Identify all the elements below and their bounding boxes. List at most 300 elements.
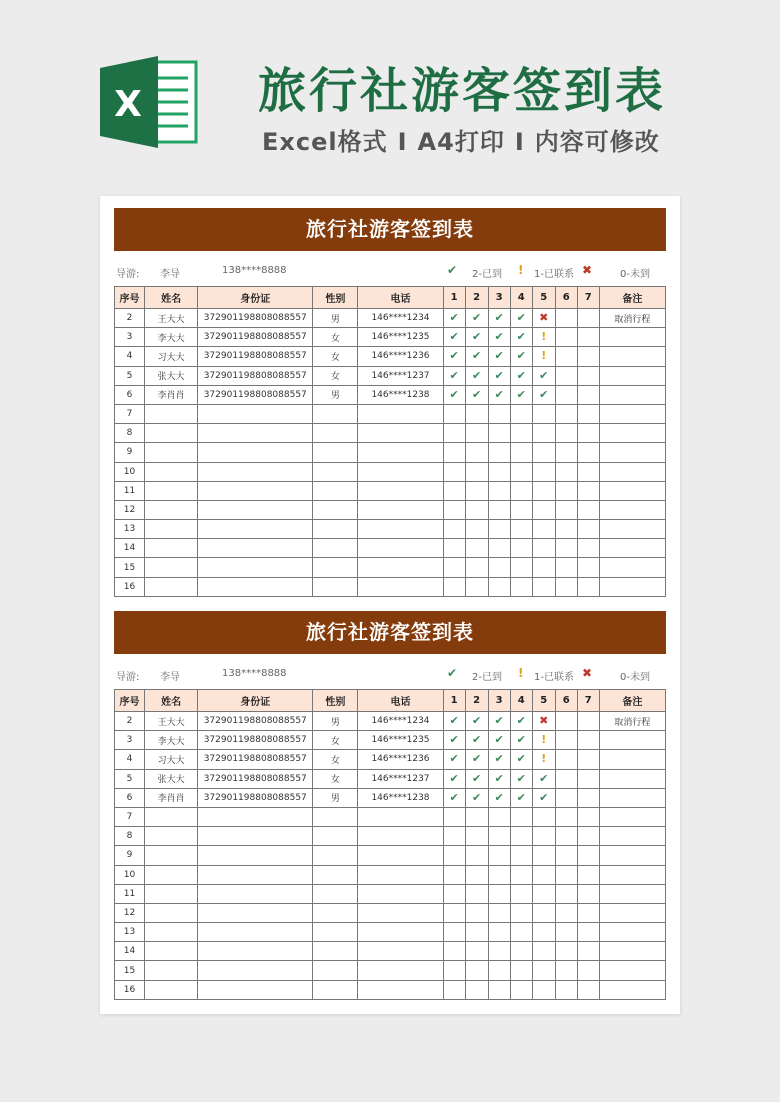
id-card-cell[interactable] <box>198 443 313 462</box>
note-cell[interactable] <box>599 577 665 596</box>
day-mark-cell[interactable] <box>532 846 555 865</box>
day-mark-cell[interactable] <box>488 347 510 366</box>
day-mark-cell[interactable] <box>488 462 510 481</box>
note-cell[interactable] <box>599 769 665 788</box>
day-mark-cell[interactable] <box>488 980 510 999</box>
guide-name[interactable]: 李导 <box>160 672 180 683</box>
day-mark-cell[interactable] <box>443 424 465 443</box>
day-mark-cell[interactable] <box>577 846 599 865</box>
day-mark-cell[interactable] <box>555 827 577 846</box>
day-mark-cell[interactable] <box>443 903 465 922</box>
day-mark-cell[interactable] <box>532 807 555 826</box>
id-card-cell[interactable] <box>198 827 313 846</box>
phone-cell[interactable] <box>358 539 443 558</box>
phone-cell[interactable]: 146****1236 <box>358 750 443 769</box>
day-mark-cell[interactable] <box>577 788 599 807</box>
row-number[interactable]: 4 <box>115 750 145 769</box>
id-card-cell[interactable]: 372901198808088557 <box>198 328 313 347</box>
note-cell[interactable] <box>599 865 665 884</box>
row-number[interactable]: 4 <box>115 347 145 366</box>
day-mark-cell[interactable] <box>577 884 599 903</box>
phone-cell[interactable] <box>358 577 443 596</box>
note-cell[interactable] <box>599 366 665 385</box>
name-cell[interactable]: 习大大 <box>145 347 198 366</box>
note-cell[interactable] <box>599 481 665 500</box>
id-card-cell[interactable] <box>198 807 313 826</box>
day-mark-cell[interactable] <box>555 903 577 922</box>
day-mark-cell[interactable] <box>443 462 465 481</box>
row-number[interactable]: 6 <box>115 788 145 807</box>
day-mark-cell[interactable] <box>465 520 488 539</box>
name-cell[interactable] <box>145 980 198 999</box>
day-mark-cell[interactable] <box>443 500 465 519</box>
gender-cell[interactable]: 男 <box>313 309 358 328</box>
day-mark-cell[interactable] <box>577 328 599 347</box>
day-mark-cell[interactable] <box>532 884 555 903</box>
day-mark-cell[interactable] <box>555 539 577 558</box>
id-card-cell[interactable] <box>198 500 313 519</box>
phone-cell[interactable]: 146****1234 <box>358 712 443 731</box>
day-mark-cell[interactable] <box>510 769 532 788</box>
id-card-cell[interactable] <box>198 980 313 999</box>
day-mark-cell[interactable] <box>510 347 532 366</box>
day-mark-cell[interactable] <box>577 481 599 500</box>
day-mark-cell[interactable] <box>488 404 510 423</box>
day-mark-cell[interactable] <box>443 577 465 596</box>
day-mark-cell[interactable] <box>532 328 555 347</box>
day-mark-cell[interactable] <box>555 385 577 404</box>
day-mark-cell[interactable] <box>555 884 577 903</box>
id-card-cell[interactable]: 372901198808088557 <box>198 366 313 385</box>
day-mark-cell[interactable] <box>510 558 532 577</box>
day-mark-cell[interactable] <box>532 750 555 769</box>
day-mark-cell[interactable] <box>577 347 599 366</box>
day-mark-cell[interactable] <box>510 520 532 539</box>
phone-cell[interactable] <box>358 865 443 884</box>
id-card-cell[interactable]: 372901198808088557 <box>198 731 313 750</box>
day-mark-cell[interactable] <box>532 731 555 750</box>
day-mark-cell[interactable] <box>488 424 510 443</box>
name-cell[interactable] <box>145 903 198 922</box>
gender-cell[interactable] <box>313 846 358 865</box>
day-mark-cell[interactable] <box>443 404 465 423</box>
row-number[interactable]: 3 <box>115 731 145 750</box>
day-mark-cell[interactable] <box>488 385 510 404</box>
phone-cell[interactable] <box>358 923 443 942</box>
day-mark-cell[interactable] <box>443 309 465 328</box>
row-number[interactable]: 13 <box>115 923 145 942</box>
day-mark-cell[interactable] <box>555 558 577 577</box>
day-mark-cell[interactable] <box>443 865 465 884</box>
day-mark-cell[interactable] <box>577 520 599 539</box>
day-mark-cell[interactable] <box>510 500 532 519</box>
day-mark-cell[interactable] <box>488 577 510 596</box>
note-cell[interactable] <box>599 558 665 577</box>
id-card-cell[interactable] <box>198 923 313 942</box>
day-mark-cell[interactable] <box>465 884 488 903</box>
day-mark-cell[interactable] <box>510 328 532 347</box>
day-mark-cell[interactable] <box>443 558 465 577</box>
gender-cell[interactable] <box>313 827 358 846</box>
row-number[interactable]: 7 <box>115 404 145 423</box>
day-mark-cell[interactable] <box>532 827 555 846</box>
name-cell[interactable]: 王大大 <box>145 309 198 328</box>
phone-cell[interactable]: 146****1238 <box>358 385 443 404</box>
gender-cell[interactable]: 男 <box>313 788 358 807</box>
name-cell[interactable] <box>145 577 198 596</box>
gender-cell[interactable] <box>313 424 358 443</box>
phone-cell[interactable] <box>358 481 443 500</box>
gender-cell[interactable] <box>313 807 358 826</box>
phone-cell[interactable]: 146****1235 <box>358 731 443 750</box>
id-card-cell[interactable] <box>198 942 313 961</box>
name-cell[interactable] <box>145 500 198 519</box>
note-cell[interactable] <box>599 539 665 558</box>
day-mark-cell[interactable] <box>532 865 555 884</box>
id-card-cell[interactable]: 372901198808088557 <box>198 788 313 807</box>
phone-cell[interactable]: 146****1237 <box>358 366 443 385</box>
day-mark-cell[interactable] <box>577 404 599 423</box>
day-mark-cell[interactable] <box>532 309 555 328</box>
gender-cell[interactable]: 女 <box>313 769 358 788</box>
day-mark-cell[interactable] <box>510 961 532 980</box>
row-number[interactable]: 6 <box>115 385 145 404</box>
day-mark-cell[interactable] <box>510 462 532 481</box>
id-card-cell[interactable] <box>198 558 313 577</box>
day-mark-cell[interactable] <box>510 750 532 769</box>
day-mark-cell[interactable] <box>488 539 510 558</box>
day-mark-cell[interactable] <box>532 443 555 462</box>
day-mark-cell[interactable] <box>555 942 577 961</box>
day-mark-cell[interactable] <box>555 731 577 750</box>
id-card-cell[interactable] <box>198 520 313 539</box>
gender-cell[interactable] <box>313 539 358 558</box>
day-mark-cell[interactable] <box>510 942 532 961</box>
day-mark-cell[interactable] <box>510 980 532 999</box>
day-mark-cell[interactable] <box>465 347 488 366</box>
day-mark-cell[interactable] <box>465 424 488 443</box>
gender-cell[interactable]: 女 <box>313 731 358 750</box>
day-mark-cell[interactable] <box>577 769 599 788</box>
day-mark-cell[interactable] <box>510 404 532 423</box>
day-mark-cell[interactable] <box>577 750 599 769</box>
day-mark-cell[interactable] <box>532 769 555 788</box>
gender-cell[interactable]: 女 <box>313 328 358 347</box>
phone-cell[interactable] <box>358 846 443 865</box>
day-mark-cell[interactable] <box>443 347 465 366</box>
note-cell[interactable] <box>599 807 665 826</box>
day-mark-cell[interactable] <box>465 309 488 328</box>
day-mark-cell[interactable] <box>465 712 488 731</box>
day-mark-cell[interactable] <box>555 347 577 366</box>
phone-cell[interactable] <box>358 443 443 462</box>
day-mark-cell[interactable] <box>555 712 577 731</box>
phone-cell[interactable] <box>358 884 443 903</box>
day-mark-cell[interactable] <box>510 807 532 826</box>
gender-cell[interactable] <box>313 443 358 462</box>
day-mark-cell[interactable] <box>510 865 532 884</box>
phone-cell[interactable]: 146****1236 <box>358 347 443 366</box>
day-mark-cell[interactable] <box>443 769 465 788</box>
gender-cell[interactable] <box>313 558 358 577</box>
day-mark-cell[interactable] <box>532 539 555 558</box>
row-number[interactable]: 8 <box>115 827 145 846</box>
day-mark-cell[interactable] <box>577 712 599 731</box>
day-mark-cell[interactable] <box>555 923 577 942</box>
note-cell[interactable] <box>599 903 665 922</box>
day-mark-cell[interactable] <box>510 731 532 750</box>
day-mark-cell[interactable] <box>488 903 510 922</box>
day-mark-cell[interactable] <box>510 309 532 328</box>
day-mark-cell[interactable] <box>555 769 577 788</box>
note-cell[interactable] <box>599 347 665 366</box>
day-mark-cell[interactable] <box>465 366 488 385</box>
gender-cell[interactable] <box>313 923 358 942</box>
id-card-cell[interactable]: 372901198808088557 <box>198 347 313 366</box>
id-card-cell[interactable] <box>198 539 313 558</box>
day-mark-cell[interactable] <box>465 558 488 577</box>
day-mark-cell[interactable] <box>555 424 577 443</box>
note-cell[interactable] <box>599 961 665 980</box>
day-mark-cell[interactable] <box>532 980 555 999</box>
gender-cell[interactable] <box>313 884 358 903</box>
day-mark-cell[interactable] <box>488 500 510 519</box>
day-mark-cell[interactable] <box>555 961 577 980</box>
phone-cell[interactable] <box>358 961 443 980</box>
note-cell[interactable] <box>599 827 665 846</box>
day-mark-cell[interactable] <box>577 807 599 826</box>
row-number[interactable]: 14 <box>115 942 145 961</box>
day-mark-cell[interactable] <box>555 500 577 519</box>
row-number[interactable]: 12 <box>115 903 145 922</box>
id-card-cell[interactable] <box>198 865 313 884</box>
note-cell[interactable] <box>599 942 665 961</box>
name-cell[interactable]: 李肖肖 <box>145 788 198 807</box>
day-mark-cell[interactable] <box>465 923 488 942</box>
name-cell[interactable] <box>145 942 198 961</box>
name-cell[interactable] <box>145 539 198 558</box>
name-cell[interactable] <box>145 961 198 980</box>
day-mark-cell[interactable] <box>510 443 532 462</box>
guide-name[interactable]: 李导 <box>160 269 180 280</box>
id-card-cell[interactable] <box>198 424 313 443</box>
row-number[interactable]: 9 <box>115 443 145 462</box>
day-mark-cell[interactable] <box>532 500 555 519</box>
note-cell[interactable] <box>599 731 665 750</box>
day-mark-cell[interactable] <box>510 884 532 903</box>
gender-cell[interactable]: 女 <box>313 347 358 366</box>
day-mark-cell[interactable] <box>510 539 532 558</box>
day-mark-cell[interactable] <box>555 404 577 423</box>
day-mark-cell[interactable] <box>443 520 465 539</box>
gender-cell[interactable]: 女 <box>313 366 358 385</box>
day-mark-cell[interactable] <box>443 807 465 826</box>
gender-cell[interactable] <box>313 980 358 999</box>
day-mark-cell[interactable] <box>488 923 510 942</box>
day-mark-cell[interactable] <box>577 942 599 961</box>
row-number[interactable]: 14 <box>115 539 145 558</box>
day-mark-cell[interactable] <box>488 788 510 807</box>
day-mark-cell[interactable] <box>510 827 532 846</box>
day-mark-cell[interactable] <box>488 731 510 750</box>
name-cell[interactable] <box>145 443 198 462</box>
row-number[interactable]: 13 <box>115 520 145 539</box>
day-mark-cell[interactable] <box>465 942 488 961</box>
day-mark-cell[interactable] <box>488 750 510 769</box>
day-mark-cell[interactable] <box>555 750 577 769</box>
day-mark-cell[interactable] <box>443 942 465 961</box>
day-mark-cell[interactable] <box>532 788 555 807</box>
id-card-cell[interactable]: 372901198808088557 <box>198 309 313 328</box>
row-number[interactable]: 11 <box>115 884 145 903</box>
note-cell[interactable] <box>599 385 665 404</box>
day-mark-cell[interactable] <box>577 865 599 884</box>
day-mark-cell[interactable] <box>577 961 599 980</box>
row-number[interactable]: 3 <box>115 328 145 347</box>
name-cell[interactable] <box>145 520 198 539</box>
day-mark-cell[interactable] <box>577 424 599 443</box>
note-cell[interactable] <box>599 462 665 481</box>
phone-cell[interactable]: 146****1237 <box>358 769 443 788</box>
day-mark-cell[interactable] <box>465 961 488 980</box>
phone-cell[interactable]: 146****1235 <box>358 328 443 347</box>
day-mark-cell[interactable] <box>443 961 465 980</box>
day-mark-cell[interactable] <box>465 980 488 999</box>
day-mark-cell[interactable] <box>465 539 488 558</box>
day-mark-cell[interactable] <box>532 577 555 596</box>
day-mark-cell[interactable] <box>577 903 599 922</box>
phone-cell[interactable] <box>358 807 443 826</box>
phone-cell[interactable] <box>358 500 443 519</box>
day-mark-cell[interactable] <box>488 481 510 500</box>
day-mark-cell[interactable] <box>532 424 555 443</box>
name-cell[interactable]: 张大大 <box>145 366 198 385</box>
gender-cell[interactable] <box>313 404 358 423</box>
gender-cell[interactable] <box>313 462 358 481</box>
day-mark-cell[interactable] <box>488 712 510 731</box>
day-mark-cell[interactable] <box>465 731 488 750</box>
day-mark-cell[interactable] <box>532 481 555 500</box>
day-mark-cell[interactable] <box>443 539 465 558</box>
day-mark-cell[interactable] <box>577 577 599 596</box>
day-mark-cell[interactable] <box>465 827 488 846</box>
id-card-cell[interactable] <box>198 481 313 500</box>
note-cell[interactable] <box>599 443 665 462</box>
name-cell[interactable] <box>145 558 198 577</box>
day-mark-cell[interactable] <box>555 980 577 999</box>
day-mark-cell[interactable] <box>555 865 577 884</box>
day-mark-cell[interactable] <box>443 846 465 865</box>
note-cell[interactable] <box>599 750 665 769</box>
row-number[interactable]: 9 <box>115 846 145 865</box>
day-mark-cell[interactable] <box>555 328 577 347</box>
day-mark-cell[interactable] <box>577 443 599 462</box>
name-cell[interactable] <box>145 846 198 865</box>
guide-phone[interactable]: 138****8888 <box>222 265 287 276</box>
day-mark-cell[interactable] <box>510 424 532 443</box>
day-mark-cell[interactable] <box>532 961 555 980</box>
day-mark-cell[interactable] <box>510 903 532 922</box>
row-number[interactable]: 10 <box>115 865 145 884</box>
day-mark-cell[interactable] <box>532 942 555 961</box>
day-mark-cell[interactable] <box>443 731 465 750</box>
day-mark-cell[interactable] <box>532 347 555 366</box>
day-mark-cell[interactable] <box>488 366 510 385</box>
day-mark-cell[interactable] <box>465 769 488 788</box>
row-number[interactable]: 10 <box>115 462 145 481</box>
phone-cell[interactable] <box>358 404 443 423</box>
day-mark-cell[interactable] <box>488 865 510 884</box>
gender-cell[interactable] <box>313 903 358 922</box>
id-card-cell[interactable] <box>198 462 313 481</box>
day-mark-cell[interactable] <box>443 328 465 347</box>
phone-cell[interactable]: 146****1234 <box>358 309 443 328</box>
day-mark-cell[interactable] <box>532 520 555 539</box>
name-cell[interactable] <box>145 865 198 884</box>
name-cell[interactable] <box>145 923 198 942</box>
gender-cell[interactable] <box>313 500 358 519</box>
day-mark-cell[interactable] <box>443 884 465 903</box>
day-mark-cell[interactable] <box>577 385 599 404</box>
gender-cell[interactable] <box>313 520 358 539</box>
day-mark-cell[interactable] <box>555 443 577 462</box>
phone-cell[interactable] <box>358 827 443 846</box>
id-card-cell[interactable]: 372901198808088557 <box>198 750 313 769</box>
day-mark-cell[interactable] <box>577 539 599 558</box>
day-mark-cell[interactable] <box>443 481 465 500</box>
day-mark-cell[interactable] <box>465 500 488 519</box>
name-cell[interactable]: 习大大 <box>145 750 198 769</box>
day-mark-cell[interactable] <box>577 980 599 999</box>
day-mark-cell[interactable] <box>488 942 510 961</box>
day-mark-cell[interactable] <box>532 903 555 922</box>
name-cell[interactable] <box>145 807 198 826</box>
phone-cell[interactable] <box>358 462 443 481</box>
note-cell[interactable]: 取消行程 <box>599 309 665 328</box>
note-cell[interactable] <box>599 328 665 347</box>
day-mark-cell[interactable] <box>532 462 555 481</box>
id-card-cell[interactable] <box>198 577 313 596</box>
note-cell[interactable] <box>599 520 665 539</box>
day-mark-cell[interactable] <box>488 558 510 577</box>
day-mark-cell[interactable] <box>488 769 510 788</box>
day-mark-cell[interactable] <box>555 577 577 596</box>
day-mark-cell[interactable] <box>465 577 488 596</box>
id-card-cell[interactable] <box>198 903 313 922</box>
day-mark-cell[interactable] <box>443 827 465 846</box>
gender-cell[interactable]: 男 <box>313 712 358 731</box>
day-mark-cell[interactable] <box>555 846 577 865</box>
day-mark-cell[interactable] <box>555 807 577 826</box>
phone-cell[interactable] <box>358 980 443 999</box>
day-mark-cell[interactable] <box>510 788 532 807</box>
name-cell[interactable]: 张大大 <box>145 769 198 788</box>
day-mark-cell[interactable] <box>532 558 555 577</box>
name-cell[interactable] <box>145 827 198 846</box>
day-mark-cell[interactable] <box>465 481 488 500</box>
day-mark-cell[interactable] <box>555 309 577 328</box>
row-number[interactable]: 2 <box>115 309 145 328</box>
day-mark-cell[interactable] <box>488 520 510 539</box>
name-cell[interactable]: 李大大 <box>145 731 198 750</box>
id-card-cell[interactable]: 372901198808088557 <box>198 769 313 788</box>
row-number[interactable]: 5 <box>115 366 145 385</box>
id-card-cell[interactable]: 372901198808088557 <box>198 385 313 404</box>
day-mark-cell[interactable] <box>443 980 465 999</box>
day-mark-cell[interactable] <box>555 520 577 539</box>
day-mark-cell[interactable] <box>555 788 577 807</box>
day-mark-cell[interactable] <box>443 712 465 731</box>
